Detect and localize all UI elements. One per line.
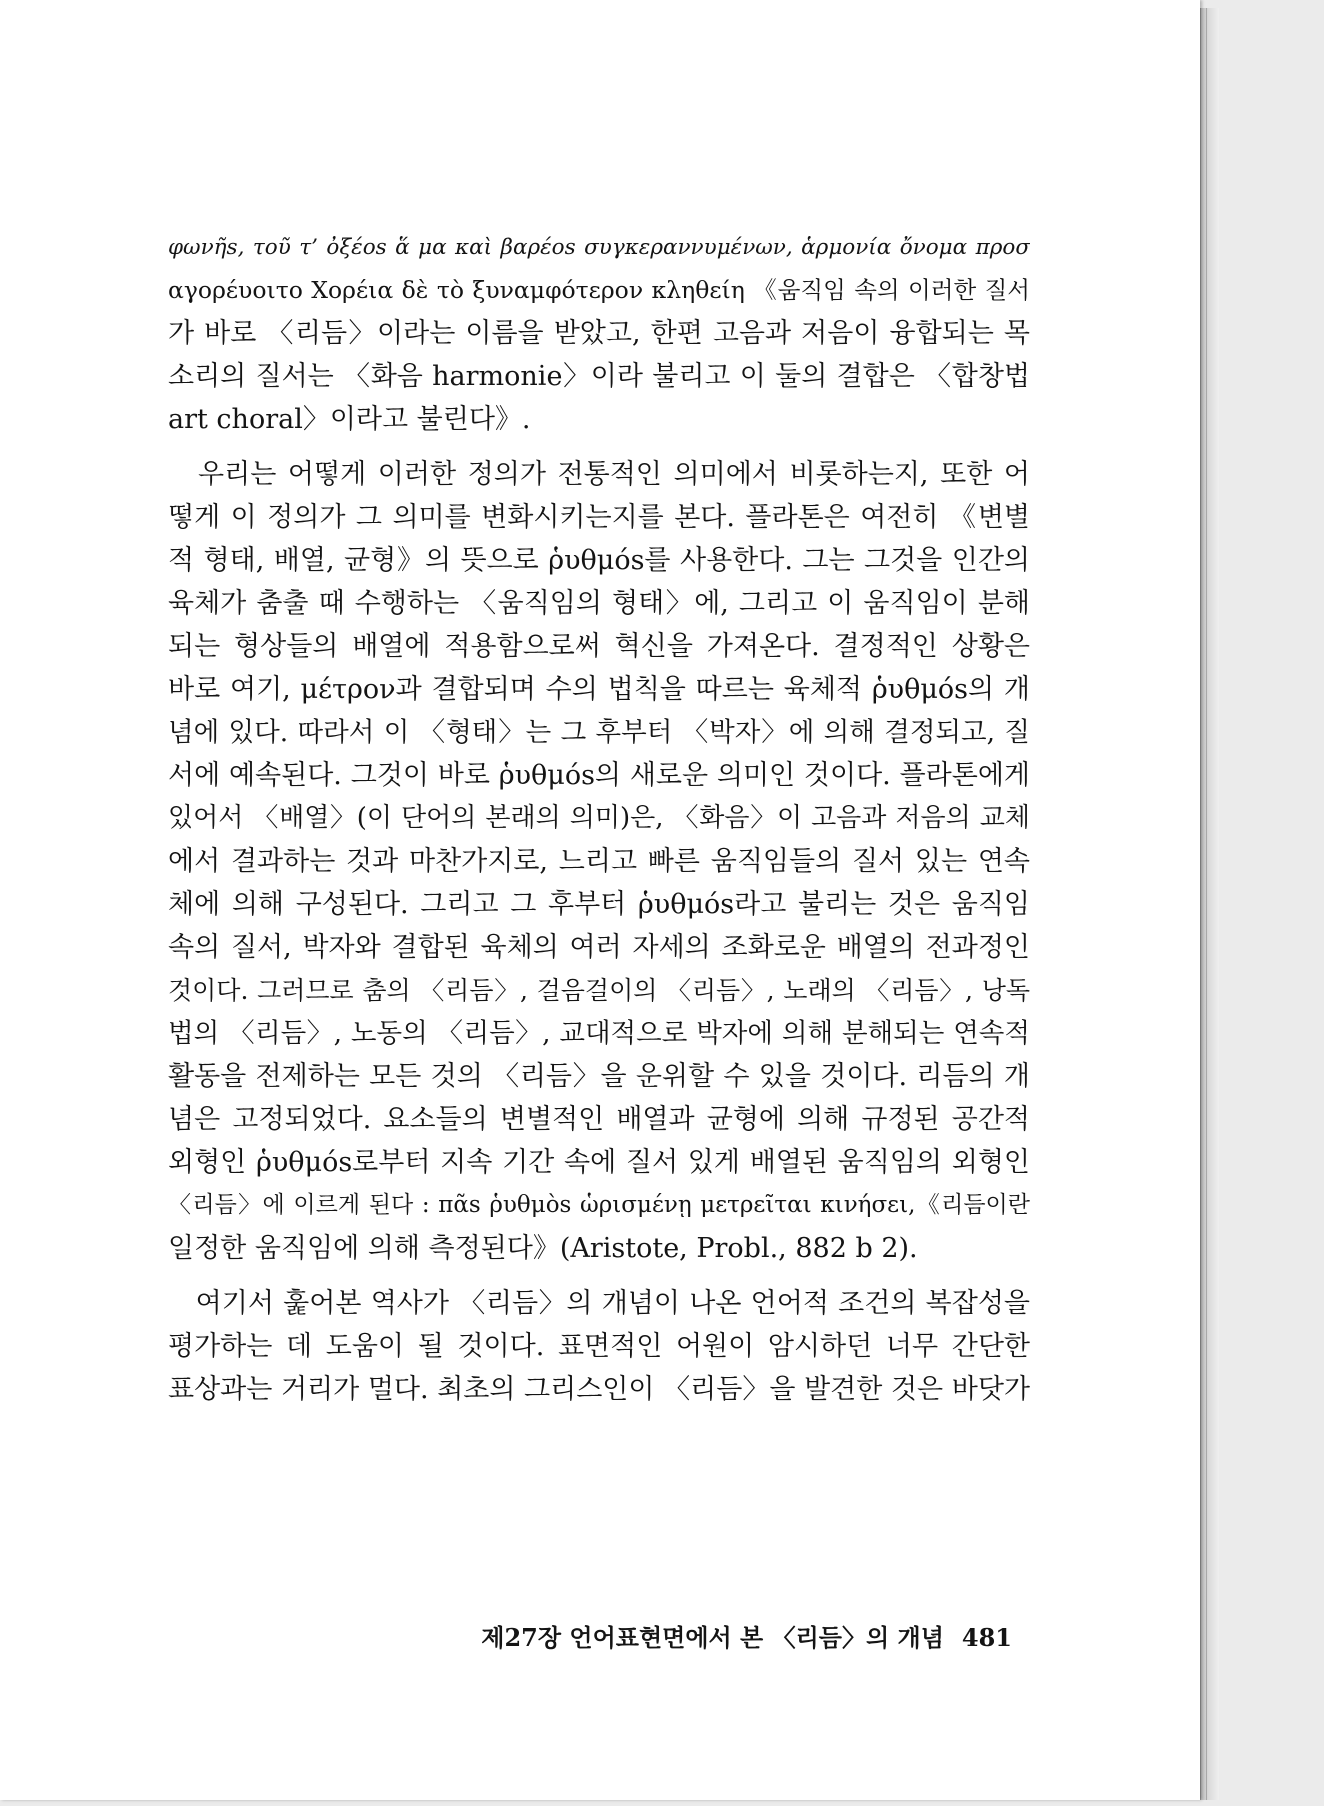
page-body: [168, 226, 1030, 1411]
text-line: αγορέυοιτο Χορέια δὲ τὸ ξυναμφότερον κληθείη 《움직임 속의 이러한 질서: [168, 276, 1030, 304]
page-stack-edge: [1200, 8, 1219, 1800]
text-line: 외형인 ῥυθμόs로부터 지속 기간 속에 질서 있게 배열된 움직임의 외형인: [168, 1147, 1030, 1178]
page-number: 481: [961, 1623, 1012, 1652]
text-line: 우리는 어떻게 이러한 정의가 전통적인 의미에서 비롯하는지, 또한 어: [168, 459, 1030, 490]
text-line: 되는 형상들의 배열에 적용함으로써 혁신을 가져온다. 결정적인 상황은: [168, 631, 1030, 662]
text-line: 있어서 〈배열〉(이 단어의 본래의 의미)은, 〈화음〉이 고음과 저음의 교체: [168, 803, 1030, 833]
text-line: 여기서 훑어본 역사가 〈리듬〉의 개념이 나온 언어적 조건의 복잡성을: [168, 1288, 1030, 1319]
page-stack-line: [1206, 8, 1207, 1800]
text-line: 평가하는 데 도움이 될 것이다. 표면적인 어원이 암시하던 너무 간단한: [168, 1331, 1030, 1362]
text-line: 것이다. 그러므로 춤의 〈리듬〉, 걸음걸이의 〈리듬〉, 노래의 〈리듬〉, 낭독: [168, 976, 1030, 1005]
text-line: 활동을 전제하는 모든 것의 〈리듬〉을 운위할 수 있을 것이다. 리듬의 개: [168, 1061, 1030, 1092]
text-line: 념에 있다. 따라서 이 〈형태〉는 그 후부터 〈박자〉에 의해 결정되고, 질: [168, 717, 1030, 748]
text-line: φωνῆs, τοῦ τ’ ὀξέοs ἅ μα καὶ βαρέοs συγκεραννυμένων, ἁρμονία ὄνομα προσ: [168, 235, 1030, 260]
paragraph-3: [168, 1282, 1030, 1411]
paragraph-1: [168, 226, 1030, 441]
text-line: 육체가 춤출 때 수행하는 〈움직임의 형태〉에, 그리고 이 움직임이 분해: [168, 588, 1030, 619]
text-line: 체에 의해 구성된다. 그리고 그 후부터 ῥυθμόs라고 불리는 것은 움직임: [168, 889, 1030, 920]
text-line: 가 바로 〈리듬〉이라는 이름을 받았고, 한편 고음과 저음이 융합되는 목: [168, 318, 1030, 349]
text-line: art choral〉이라고 불린다》.: [168, 404, 531, 435]
running-title: 제27장 언어표현면에서 본 〈리듬〉의 개념: [481, 1623, 944, 1652]
paragraph-spacer: [168, 441, 1030, 453]
text-line: 서에 예속된다. 그것이 바로 ῥυθμόs의 새로운 의미인 것이다. 플라톤에게: [168, 760, 1030, 791]
text-line: 바로 여기, μέτρον과 결합되며 수의 법칙을 따르는 육체적 ῥυθμόs의 개: [168, 674, 1030, 705]
paragraph-2: [168, 453, 1030, 1270]
text-line: 소리의 질서는 〈화음 harmonie〉이라 불리고 이 둘의 결합은 〈합창법: [168, 361, 1030, 392]
text-line: 속의 질서, 박자와 결합된 육체의 여러 자세의 조화로운 배열의 전과정인: [168, 932, 1030, 963]
text-line: 념은 고정되었다. 요소들의 변별적인 배열과 균형에 의해 규정된 공간적: [168, 1104, 1030, 1135]
text-line: 떻게 이 정의가 그 의미를 변화시키는지를 본다. 플라톤은 여전히 《변별: [168, 502, 1030, 533]
paragraph-spacer: [168, 1270, 1030, 1282]
text-line: 일정한 움직임에 의해 측정된다》(Aristote, Probl., 882 b 2).: [168, 1233, 918, 1264]
text-line: 에서 결과하는 것과 마찬가지로, 느리고 빠른 움직임들의 질서 있는 연속: [168, 846, 1030, 877]
text-line: 법의 〈리듬〉, 노동의 〈리듬〉, 교대적으로 박자에 의해 분해되는 연속적: [168, 1018, 1030, 1049]
text-line: 표상과는 거리가 멀다. 최초의 그리스인이 〈리듬〉을 발견한 것은 바닷가: [168, 1374, 1030, 1405]
text-line: 〈리듬〉에 이르게 된다 : πᾶs ῥυθμὸs ὡρισμένῃ μετρεῖται κινήσει,《리듬이란: [168, 1192, 1030, 1218]
text-line: 적 형태, 배열, 균형》의 뜻으로 ῥυθμόs를 사용한다. 그는 그것을 인간의: [168, 545, 1030, 576]
running-footer: [452, 1618, 1012, 1653]
